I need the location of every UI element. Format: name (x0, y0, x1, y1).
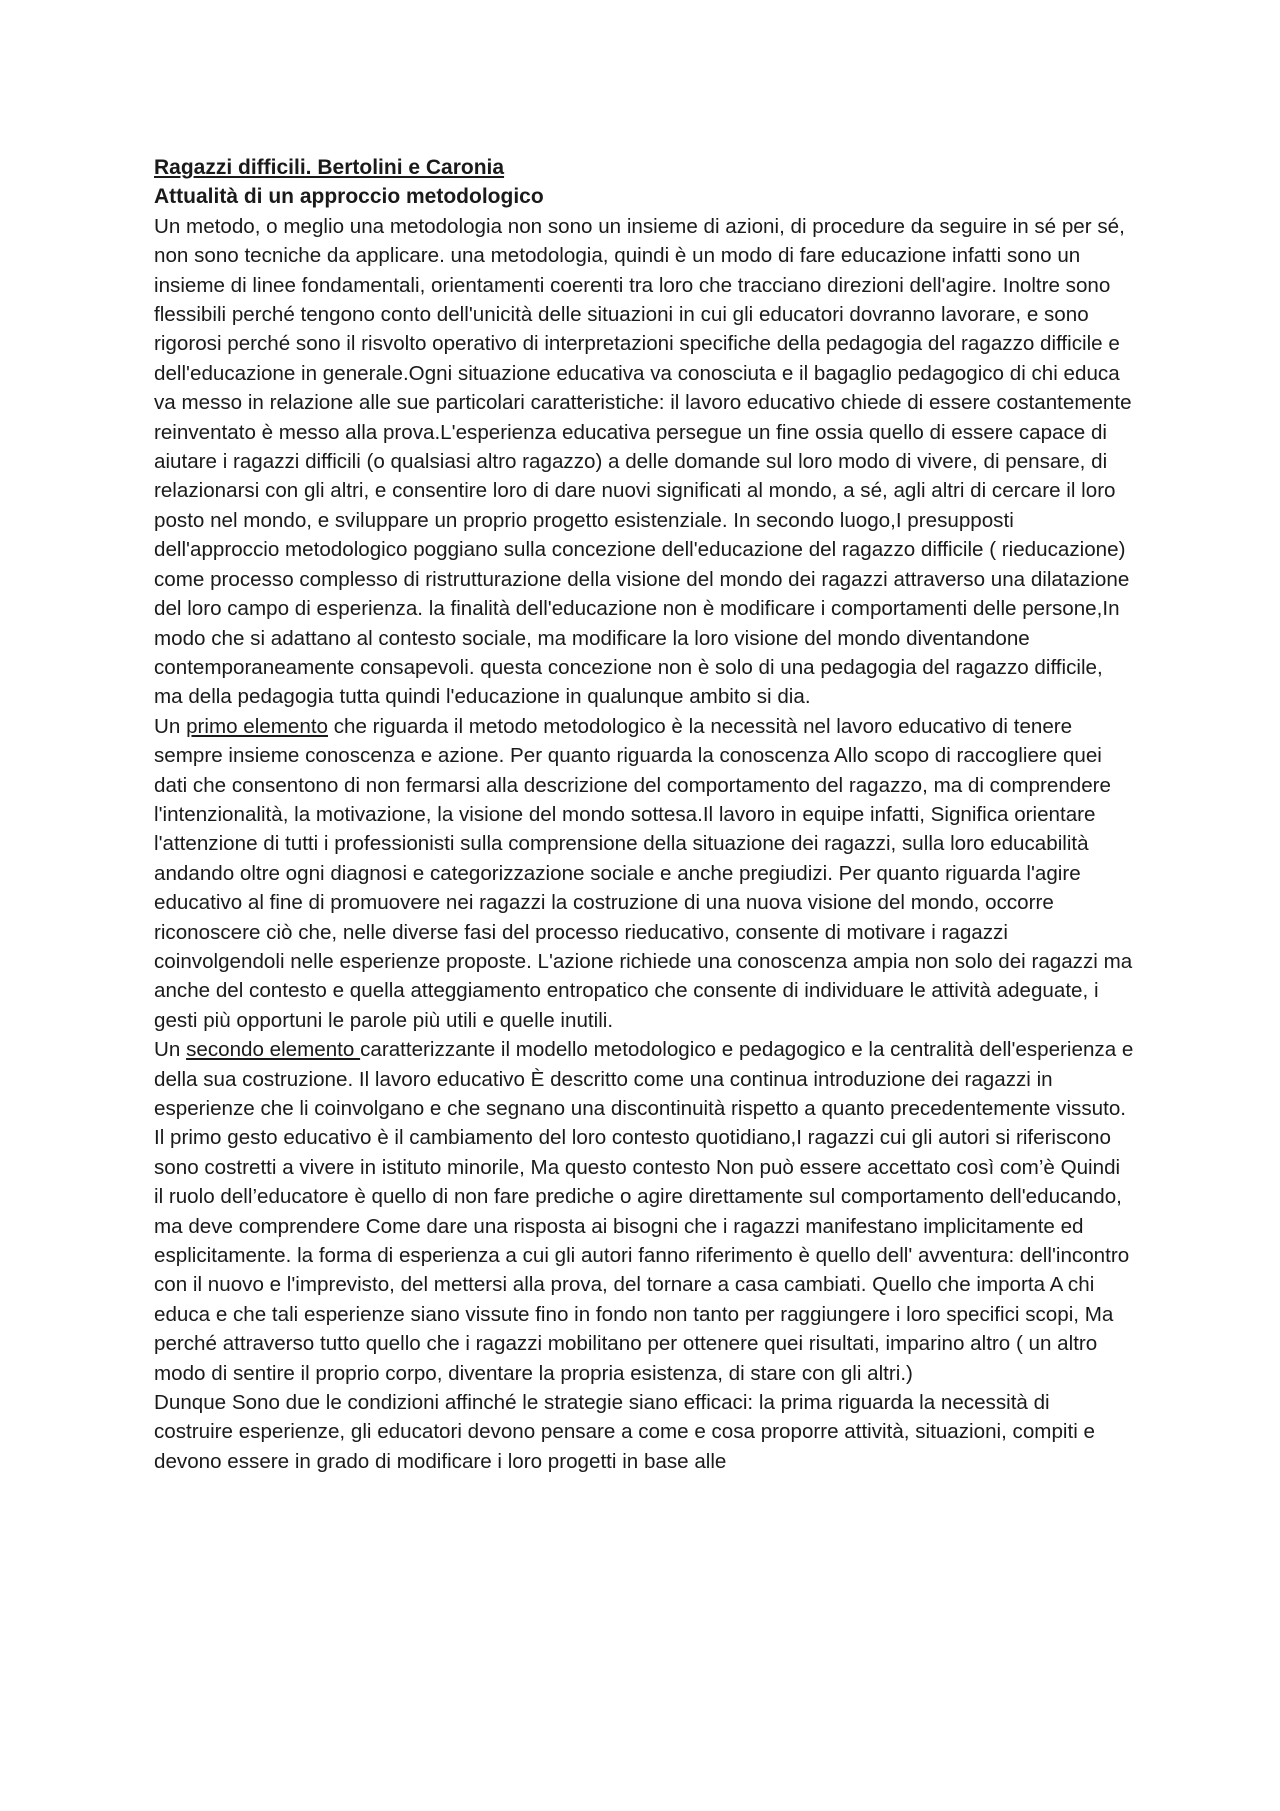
document-subtitle: Attualità di un approccio metodologico (154, 185, 544, 209)
paragraph-secondo-elemento (154, 1035, 1134, 1388)
document-title: Ragazzi difficili. Bertolini e Caronia (154, 156, 505, 179)
paragraph-lead: Un (154, 714, 187, 738)
document-page (154, 153, 1134, 1476)
paragraph-primo-elemento (154, 712, 1134, 1035)
paragraph-condizioni: Dunque Sono due le condizioni affinché le strategie siano efficaci: la prima riguarda la necessità di costruire esperienze, gli educatori devono pensare a come e cosa proporre attività, situazioni, compiti e devono essere in grado di modificare i loro progetti in base alle (154, 1391, 1095, 1473)
paragraph-lead: Un (154, 1038, 187, 1062)
paragraph-body: che riguarda il metodo metodologico è la necessità nel lavoro educativo di tenere sempre insieme conoscenza e azione. Per quanto riguarda la conoscenza Allo scopo di raccogliere quei dati che consentono di non fermarsi alla descrizione del comportamento del ragazzo, ma di comprendere l'intenzionalità, la motivazione, la visione del mondo sottesa.Il lavoro in equipe infatti, Significa orientare l'attenzione di tutti i professionisti sulla comprensione della situazione dei ragazzi, sulla loro educabilità andando oltre ogni diagnosi e categorizzazione sociale e anche pregiudizi. Per quanto riguarda l'agire educativo al fine di promuovere nei ragazzi la costruzione di una nuova visione del mondo, occorre riconoscere ciò che, nelle diverse fasi del processo rieducativo, consente di motivare i ragazzi coinvolgendoli nelle esperienze proposte. L'azione richiede una conoscenza ampia non solo dei ragazzi ma anche del contesto e quella atteggiamento entropatico che consente di individuare le attività adeguate, i gesti più opportuni le parole più utili e quelle inutili. (154, 714, 1133, 1032)
underlined-term: secondo elemento (186, 1038, 361, 1062)
paragraph-body: caratterizzante il modello metodologico e pedagogico e la centralità dell'esperienza e della sua costruzione. Il lavoro educativo È descritto come una continua introduzione dei ragazzi in esperienze che li coinvolgano e che segnano una discontinuità rispetto a quanto precedentemente vissuto. Il primo gesto educativo è il cambiamento del loro contesto quotidiano,I ragazzi cui gli autori si riferiscono sono costretti a vivere in istituto minorile, Ma questo contesto Non può essere accettato così com’è Quindi il ruolo dell’educatore è quello di non fare prediche o agire direttamente sul comportamento dell'educando, ma deve comprendere Come dare una risposta ai bisogni che i ragazzi manifestano implicitamente ed esplicitamente. la forma di esperienza a cui gli autori fanno riferimento è quello dell' avventura: dell'incontro con il nuovo e l'imprevisto, del mettersi alla prova, del tornare a casa cambiati. Quello che importa A chi educa e che tali esperienze siano vissute fino in fondo non tanto per raggiungere i loro specifici scopi, Ma perché attraverso tutto quello che i ragazzi mobilitano per ottenere quei risultati, imparino altro ( un altro modo di sentire il proprio corpo, diventare la propria esistenza, di stare con gli altri.) (154, 1038, 1134, 1385)
underlined-term: primo elemento (186, 714, 328, 738)
paragraph-intro: Un metodo, o meglio una metodologia non sono un insieme di azioni, di procedure da seguire in sé per sé, non sono tecniche da applicare. una metodologia, quindi è un modo di fare educazione infatti sono un insieme di linee fondamentali, orientamenti coerenti tra loro che tracciano direzioni dell'agire. Inoltre sono flessibili perché tengono conto dell'unicità delle situazioni in cui gli educatori dovranno lavorare, e sono rigorosi perché sono il risvolto operativo di interpretazioni specifiche della pedagogia del ragazzo difficile e dell'educazione in generale.Ogni situazione educativa va conosciuta e il bagaglio pedagogico di chi educa va messo in relazione alle sue particolari caratteristiche: il lavoro educativo chiede di essere costantemente reinventato è messo alla prova.L'esperienza educativa persegue un fine ossia quello di essere capace di aiutare i ragazzi difficili (o qualsiasi altro ragazzo) a delle domande sul loro modo di vivere, di pensare, di relazionarsi con gli altri, e consentire loro di dare nuovi significati al mondo, a sé, agli altri di cercare il loro posto nel mondo, e sviluppare un proprio progetto esistenziale. In secondo luogo,I presupposti dell'approccio metodologico poggiano sulla concezione dell'educazione del ragazzo difficile ( rieducazione) come processo complesso di ristrutturazione della visione del mondo dei ragazzi attraverso una dilatazione del loro campo di esperienza. la finalità dell'educazione non è modificare i comportamenti delle persone,In modo che si adattano al contesto sociale, ma modificare la loro visione del mondo diventandone contemporaneamente consapevoli. questa concezione non è solo di una pedagogia del ragazzo difficile, ma della pedagogia tutta quindi l'educazione in qualunque ambito si dia. (154, 214, 1132, 709)
